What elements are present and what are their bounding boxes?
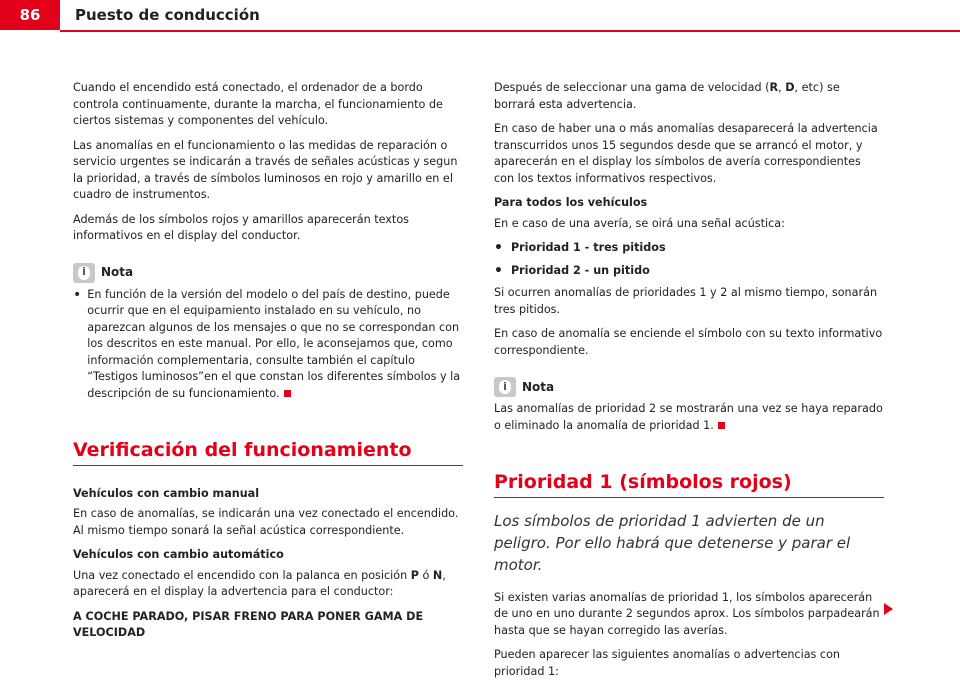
left-column [73, 80, 463, 646]
note-header [494, 377, 884, 397]
paragraph: En e caso de una avería, se oirá una señal acústica: [494, 216, 785, 230]
section-title: Prioridad 1 (símbolos rojos) [494, 474, 884, 498]
paragraph: Cuando el encendido está conectado, el ordenador de a bordo controla continuamente, durante la marcha, el funcionamiento de ciertos sistemas y componentes del vehículo. [73, 81, 443, 127]
paragraph: Una vez conectado el encendido con la palanca en posición P ó N, aparecerá en el display la advertencia para el conductor: [73, 568, 446, 598]
note-box [73, 263, 463, 403]
page-number: 86 [0, 0, 60, 30]
subheading: Para todos los vehículos [494, 196, 648, 209]
info-icon: i [494, 377, 516, 397]
paragraph: Además de los símbolos rojos y amarillos aparecerán textos informativos en el display del conductor. [73, 212, 409, 242]
subheading: Vehículos con cambio manual [73, 486, 260, 500]
bullet-icon: • [73, 286, 82, 303]
next-page-arrow-icon [884, 603, 893, 615]
list-item: • Prioridad 2 - un pitido [494, 262, 650, 279]
paragraph: Pueden aparecer las siguientes anomalías o advertencias con prioridad 1: [494, 648, 841, 678]
header-rule [60, 30, 960, 32]
paragraph: En caso de haber una o más anomalías desaparecerá la advertencia transcurridos unos 15 segundos desde que se arrancó el motor, y aparecerán en el display los símbolos de avería correspondientes con los textos informativos respectivos. [494, 122, 878, 185]
info-icon: i [73, 263, 95, 283]
section [494, 471, 884, 498]
note-box [494, 377, 884, 434]
end-mark-icon [284, 390, 291, 397]
note-header [73, 263, 463, 283]
bullet-icon: • [494, 240, 503, 256]
note-title: Nota [522, 379, 555, 394]
paragraph: Si ocurren anomalías de prioridades 1 y 2 al mismo tiempo, sonarán tres pitidos. [494, 286, 878, 316]
bullet-icon: • [494, 262, 503, 279]
note-text: Las anomalías de prioridad 2 se mostrarán una vez se haya reparado o eliminado la anomalía de prioridad 1. [494, 402, 883, 432]
warning-text: A COCHE PARADO, PISAR FRENO PARA PONER GAMA DE VELOCIDAD [73, 609, 424, 639]
section [73, 439, 463, 466]
section-intro: Los símbolos de prioridad 1 advierten de un peligro. Por ello habrá que detenerse y parar el motor. [494, 511, 851, 574]
right-column [494, 80, 884, 688]
paragraph: En caso de anomalías, se indicarán una vez conectado el encendido. Al mismo tiempo sonará la señal acústica correspondiente. [73, 507, 459, 537]
paragraph: Si existen varias anomalías de prioridad 1, los símbolos aparecerán de uno en uno durante 2 segundos aprox. Los símbolos parpadearán hasta que se hayan corregido las averías. [494, 590, 880, 637]
section-title: Verificación del funcionamiento [73, 442, 463, 466]
note-text: En función de la versión del modelo o del país de destino, puede ocurrir que en el equipamiento instalado en su vehículo, no aparezcan algunos de los mensajes o que no se correspondan con los descritos en este manual. Por ello, le aconsejamos que, como información complementaria, consulte también el capítulo “Testigos luminosos”en el que constan los diferentes símbolos y la descripción de su funcionamiento. [87, 287, 461, 400]
note-bullet [73, 287, 463, 403]
end-mark-icon [718, 422, 725, 429]
subheading: Vehículos con cambio automático [73, 548, 284, 561]
paragraph: En caso de anomalía se enciende el símbolo con su texto informativo correspondiente. [494, 327, 883, 357]
paragraph: Las anomalías en el funcionamiento o las medidas de reparación o servicio urgentes se indicarán a través de señales acústicas y segun la prioridad, a través de símbolos luminosos en rojo y amarillo en el cuadro de instrumentos. [73, 138, 458, 201]
page-header-title: Puesto de conducción [75, 6, 260, 24]
paragraph: Después de seleccionar una gama de velocidad (R, D, etc) se borrará esta advertencia. [494, 81, 840, 111]
list-item: • Prioridad 1 - tres pitidos [494, 240, 666, 256]
note-title: Nota [101, 265, 134, 280]
